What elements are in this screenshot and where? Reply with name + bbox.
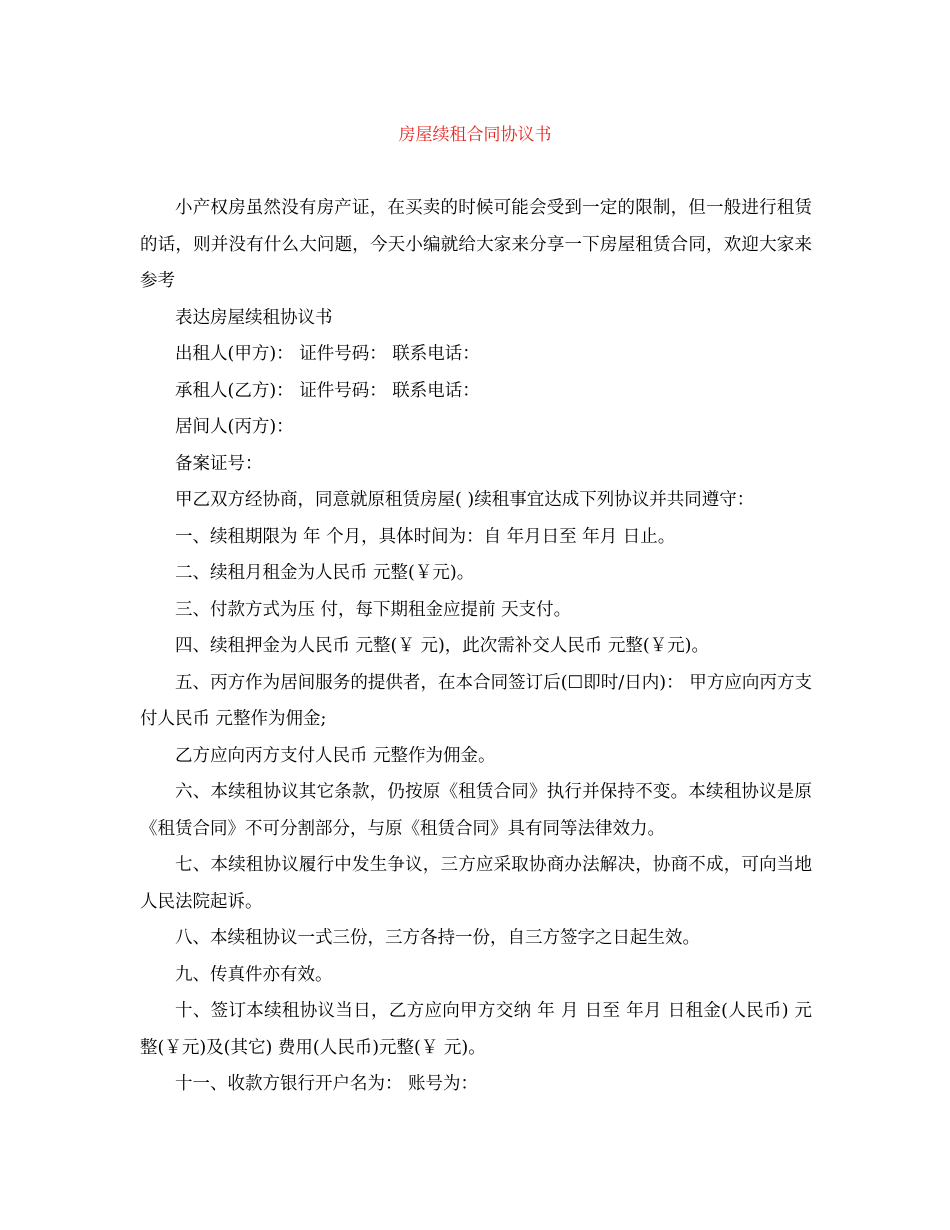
document-body (140, 190, 812, 1103)
clause-8: 八、本续租协议一式三份，三方各持一份，自三方签字之日起生效。 (175, 928, 700, 948)
agreement-heading: 表达房屋续租协议书 (175, 307, 333, 328)
clause-10: 十、签订本续租协议当日，乙方应向甲方交纳 年 月 日至 年月 日租金(人民币) 元整(￥元)及(其它) 费用(人民币)元整(￥ 元)。 (140, 1001, 812, 1058)
intro-paragraph: 小产权房虽然没有房产证，在买卖的时候可能会受到一定的限制，但一般进行租赁的话，则并没有什么大问题，今天小编就给大家来分享一下房屋租赁合同，欢迎大家来参考 (140, 198, 812, 291)
clause-2: 二、续租月租金为人民币 元整(￥元)。 (175, 563, 475, 583)
preamble-paragraph: 甲乙双方经协商，同意就原租赁房屋( )续租事宜达成下列协议并共同遵守： (175, 490, 755, 510)
party-a-line: 出租人(甲方)： 证件号码： 联系电话： (175, 344, 480, 364)
clause-1: 一、续租期限为 年 个月，具体时间为：自 年月日至 年月 日止。 (175, 526, 676, 547)
clause-6: 六、本续租协议其它条款，仍按原《租赁合同》执行并保持不变。本续租协议是原《租赁合同》不可分割部分，与原《租赁合同》具有同等法律效力。 (140, 782, 812, 839)
party-b-line: 承租人(乙方)： 证件号码： 联系电话： (175, 380, 480, 401)
clause-3: 三、付款方式为压 付，每下期租金应提前 天支付。 (175, 599, 572, 620)
clause-5-continued: 乙方应向丙方支付人民币 元整作为佣金。 (175, 745, 496, 766)
clause-4: 四、续租押金为人民币 元整(￥ 元)，此次需补交人民币 元整(￥元)。 (175, 636, 709, 656)
clause-11: 十一、收款方银行开户名为： 账号为： (175, 1074, 479, 1094)
clause-9: 九、传真件亦有效。 (175, 964, 333, 985)
clause-5: 五、丙方作为居间服务的提供者，在本合同签订后(☐即时/日内)： 甲方应向丙方支付人民币 元整作为佣金; (140, 672, 812, 729)
record-number-line: 备案证号： (175, 453, 263, 474)
clause-7: 七、本续租协议履行中发生争议，三方应采取协商办法解决，协商不成，可向当地人民法院起诉。 (140, 855, 812, 912)
document-title: 房屋续租合同协议书 (398, 125, 552, 145)
party-c-line: 居间人(丙方)： (175, 417, 294, 437)
